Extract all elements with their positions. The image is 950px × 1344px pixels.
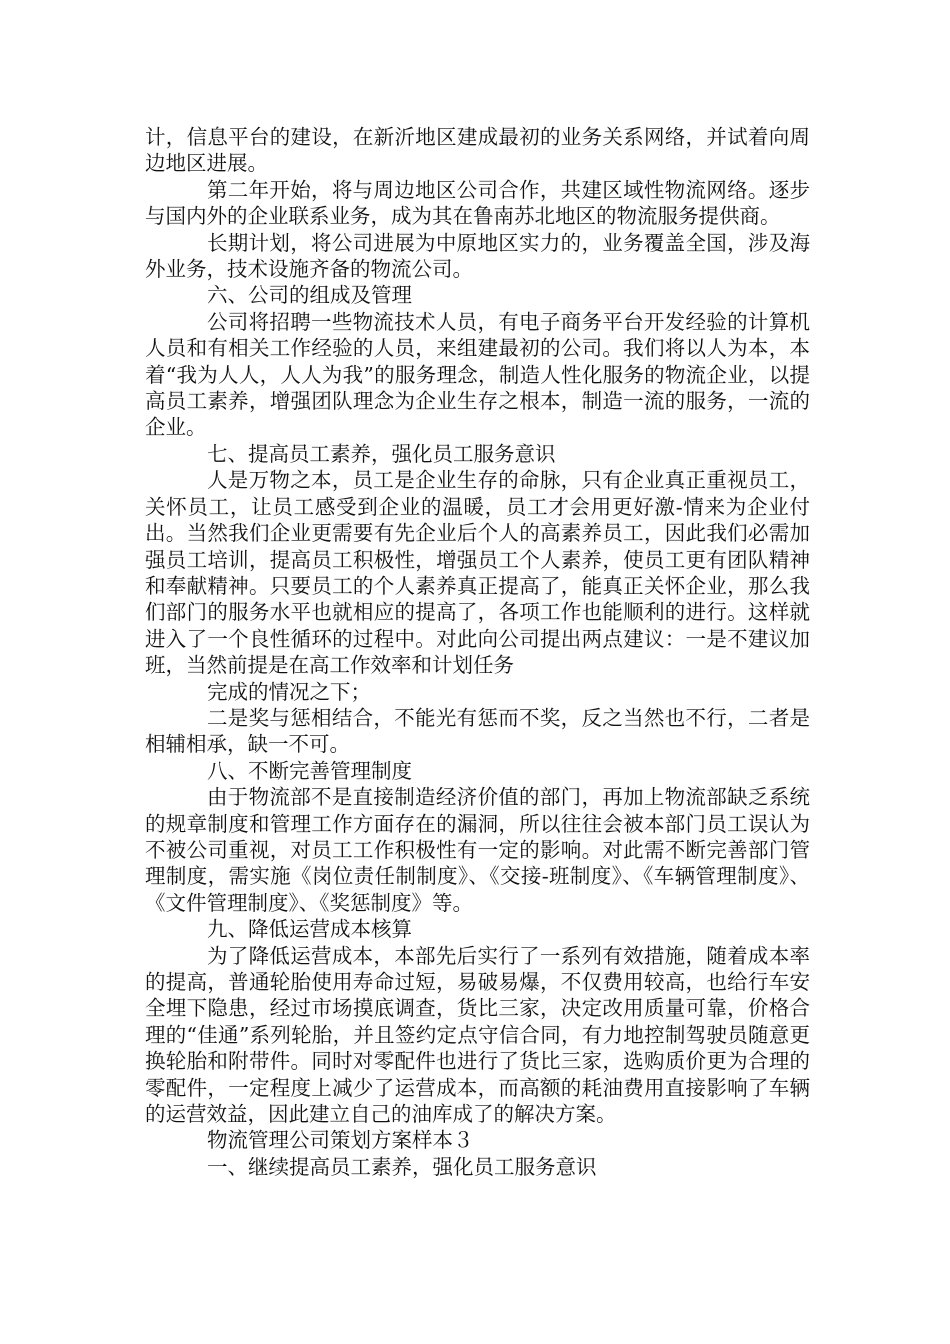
paragraph-continuation: 计，信息平台的建设，在新沂地区建成最初的业务关系网络，并试着向周边地区进展。 — [145, 125, 810, 176]
section-heading-6: 六、公司的组成及管理 — [207, 283, 412, 308]
paragraph-employee-quality: 人是万物之本，员工是企业生存的命脉，只有企业真正重视员工，关怀员工，让员工感受到企业的温暖，员工才会用更好激-情来为企业付出。当然我们企业更需要有先企业后个人的高素养员工，因此我们必需加强员工培训，提高员工积极性，增强员工个人素养，使员工更有团队精神和奉献精神。只要员工的个人素养真正提高了，能真正关怀企业，那么我们部门的服务水平也就相应的提高了，各项工作也能顺利的进行。这样就进入了一个良性循环的过程中。对此向公司提出两点建议：一是不建议加班，当然前提是在高工作效率和计划任务 — [145, 468, 810, 678]
paragraph-second-year: 第二年开始，将与周边地区公司合作，共建区域性物流网络。逐步与国内外的企业联系业务，成为其在鲁南苏北地区的物流服务提供商。 — [145, 177, 810, 229]
paragraph-cost-reduction: 为了降低运营成本，本部先后实行了一系列有效措施，随着成本率的提高，普通轮胎使用寿命过短，易破易爆，不仅费用较高，也给行车安全埋下隐患，经过市场摸底调查，货比三家，决定改用质量可靠，价格合理的“佳通”系列轮胎，并且签约定点守信合同，有力地控制驾驶员随意更换轮胎和附带件。同时对零配件也进行了货比三家，选购质价更为合理的零配件，一定程度上减少了运营成本，而高额的耗油费用直接影响了车辆的运营效益，因此建立自己的油库成了的解决方案。 — [145, 943, 810, 1127]
section-heading-1: 一、继续提高员工素养，强化员工服务意识 — [207, 1154, 597, 1179]
section-heading-9: 九、降低运营成本核算 — [207, 917, 412, 942]
paragraph-management-system: 由于物流部不是直接制造经济价值的部门，再加上物流部缺乏系统的规章制度和管理工作方面存在的漏洞，所以往往会被本部门员工误认为不被公司重视，对员工工作积极性有一定的影响。对此需不断完善部门管理制度，需实施《岗位责任制制度》、《交接-班制度》、《车辆管理制度》、《文件管理制度》、《奖惩制度》等。 — [145, 785, 810, 915]
paragraph-company-composition: 公司将招聘一些物流技术人员，有电子商务平台开发经验的计算机人员和有相关工作经验的人员，来组建最初的公司。我们将以人为本，本着“我为人人，人人为我”的服务理念，制造人性化服务的物流企业，以提高员工素养，增强团队理念为企业生存之根本，制造一流的服务，一流的企业。 — [145, 309, 810, 440]
paragraph-reward-punishment: 二是奖与惩相结合，不能光有惩而不奖，反之当然也不行，二者是相辅相承，缺一不可。 — [145, 705, 810, 757]
paragraph-task-completion: 完成的情况之下； — [207, 679, 371, 704]
section-heading-7: 七、提高员工素养，强化员工服务意识 — [207, 441, 556, 466]
paragraph-long-term-plan: 长期计划，将公司进展为中原地区实力的，业务覆盖全国，涉及海外业务，技术设施齐备的物流公司。 — [145, 230, 810, 282]
document-page — [145, 124, 810, 1180]
section-heading-8: 八、不断完善管理制度 — [207, 758, 412, 783]
sample-title: 物流管理公司策划方案样本３ — [207, 1128, 474, 1153]
